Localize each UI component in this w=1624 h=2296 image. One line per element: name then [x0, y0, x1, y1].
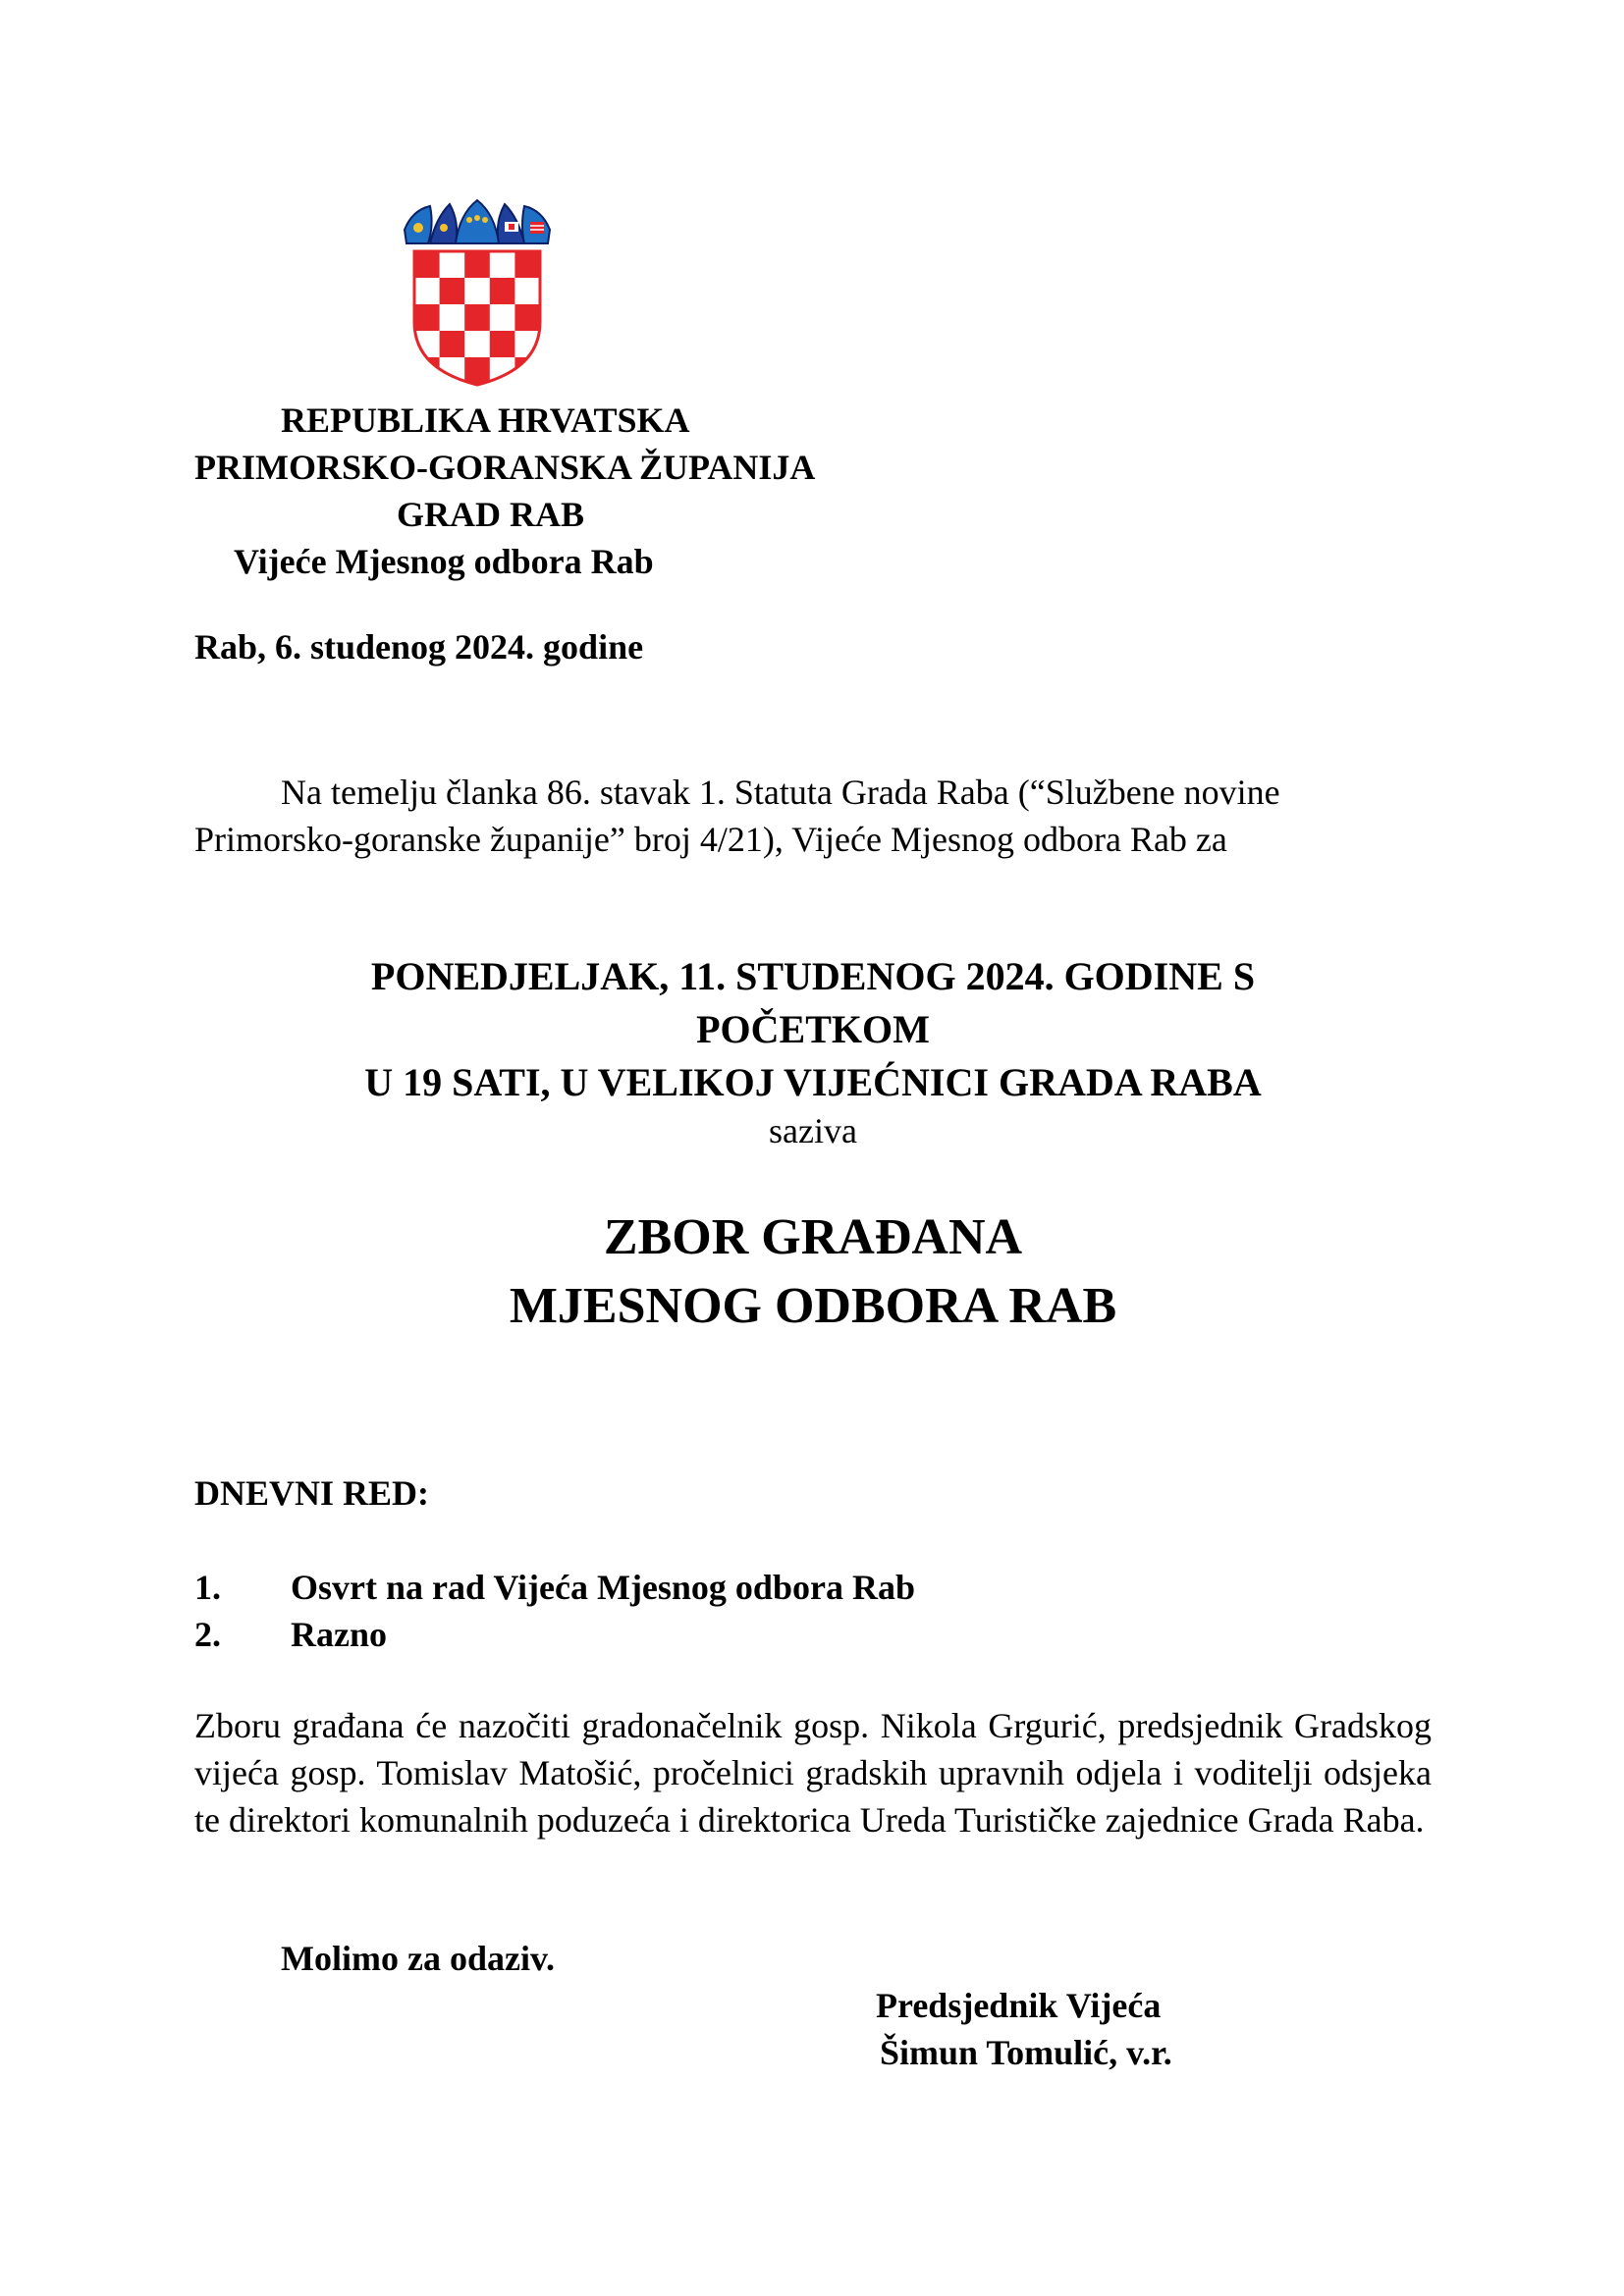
meeting-line-2: POČETKOM	[696, 1007, 930, 1051]
coat-of-arms-icon	[401, 196, 554, 387]
document-date: Rab, 6. studenog 2024. godine	[194, 627, 644, 667]
signature-role: Predsjednik Vijeća	[876, 1986, 1162, 2025]
agenda-item	[194, 1567, 915, 1608]
title-line-2: MJESNOG ODBORA RAB	[509, 1278, 1117, 1334]
intro-paragraph	[194, 769, 1432, 863]
title-line-1: ZBOR GRAĐANA	[603, 1209, 1023, 1265]
header-country: REPUBLIKA HRVATSKA	[281, 400, 690, 440]
agenda-item	[194, 1614, 387, 1655]
meeting-line-1: PONEDJELJAK, 11. STUDENOG 2024. GODINE S	[370, 954, 1256, 998]
agenda-item-number: 2.	[194, 1615, 221, 1654]
header-county: PRIMORSKO-GORANSKA ŽUPANIJA	[194, 448, 816, 487]
intro-line-2: Primorsko-goranske županije” broj 4/21), Vijeće Mjesnog odbora Rab za	[194, 820, 1227, 859]
attendance-paragraph: Zboru građana će nazočiti gradonačelnik gosp. Nikola Grgurić, predsjednik Gradskog vijeća gosp. Tomislav Matošić, pročelnici gradskih upravnih odjela i voditelji odsjeka te direktori komunalnih poduzeća i direktorica Ureda Turističke zajednice Grada Raba.	[194, 1706, 1432, 1840]
meeting-line-3: U 19 SATI, U VELIKOJ VIJEĆNICI GRADA RABA	[364, 1060, 1262, 1104]
agenda-item-text: Osvrt na rad Vijeća Mjesnog odbora Rab	[291, 1568, 915, 1607]
saziva-text: saziva	[769, 1111, 857, 1150]
document-title	[194, 1203, 1432, 1341]
signature-name: Šimun Tomulić, v.r.	[880, 2033, 1172, 2072]
meeting-details	[194, 950, 1432, 1109]
agenda-item-number: 1.	[194, 1568, 221, 1607]
intro-line-1: Na temelju članka 86. stavak 1. Statuta Grada Raba (“Službene novine	[281, 773, 1280, 812]
agenda-item-text: Razno	[291, 1615, 387, 1654]
crown	[405, 200, 550, 243]
header-council: Vijeće Mjesnog odbora Rab	[234, 542, 654, 581]
checkerboard-shield	[414, 251, 540, 387]
agenda-title: DNEVNI RED:	[194, 1473, 430, 1513]
header-city: GRAD RAB	[397, 495, 585, 534]
closing-text: Molimo za odaziv.	[281, 1939, 555, 1978]
